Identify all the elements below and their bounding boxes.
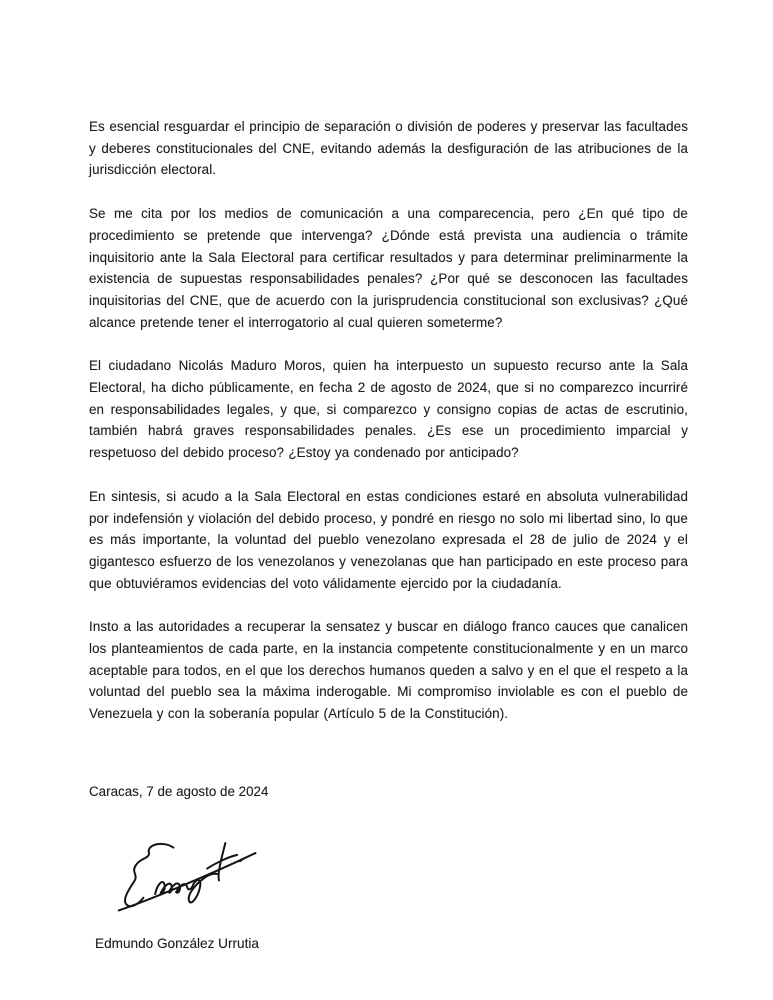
letter-body xyxy=(89,116,688,954)
letter-paragraph-5: Insto a las autoridades a recuperar la sensatez y buscar en diálogo franco cauces que canalicen los planteamientos de cada parte, en la instancia competente constitucionalmente y en un marco aceptable para todos, en el que los derechos humanos queden a salvo y en el que el respeto a la voluntad del pueblo sea la máxima inderogable. Mi compromiso inviolable es con el pueblo de Venezuela y con la soberanía popular (Artículo 5 de la Constitución). xyxy=(89,619,688,722)
letter-paragraph-3: El ciudadano Nicolás Maduro Moros, quien ha interpuesto un supuesto recurso ante la Sala Electoral, ha dicho públicamente, en fecha 2 de agosto de 2024, que si no comparezco incurriré en responsabilidades legales, y que, si comparezco y consigno copias de actas de escrutinio, también habrá graves responsabilidades penales. ¿Es ese un procedimiento imparcial y respetuoso del debido proceso? ¿Estoy ya condenado por anticipado? xyxy=(89,358,688,461)
letter-paragraph-1: Es esencial resguardar el principio de separación o división de poderes y preservar las facultades y deberes constitucionales del CNE, evitando además la desfiguración de las atribuciones de la jurisdicción electoral. xyxy=(89,119,688,178)
letter-dateline: Caracas, 7 de agosto de 2024 xyxy=(89,783,269,799)
letter-paragraph-4: En sintesis, si acudo a la Sala Electoral en estas condiciones estaré en absoluta vulnerabilidad por indefensión y violación del debido proceso, y pondré en riesgo no solo mi libertad sino, lo que es más importante, la voluntad del pueblo venezolano expresada el 28 de julio de 2024 y el gigantesco esfuerzo de los venezolanos y venezolanas que han participado en este proceso para que obtuviéramos evidencias del voto válidamente ejercido por la ciudadanía. xyxy=(89,488,688,591)
letter-paragraph-2: Se me cita por los medios de comunicación a una comparecencia, pero ¿En qué tipo de procedimiento se pretende que intervenga? ¿Dónde está prevista una audiencia o trámite inquisitorio ante la Sala Electoral para certificar resultados y para determinar preliminarmente la existencia de supuestas responsabilidades penales? ¿Por qué se desconocen las facultades inquisitorias del CNE, que de acuerdo con la jurisprudencia constitucional son exclusivas? ¿Qué alcance pretende tener el interrogatorio al cual quieren someterme? xyxy=(89,206,688,330)
handwritten-signature-icon xyxy=(113,833,263,915)
signature-block xyxy=(113,833,263,915)
signer-name: Edmundo González Urrutia xyxy=(95,935,259,951)
